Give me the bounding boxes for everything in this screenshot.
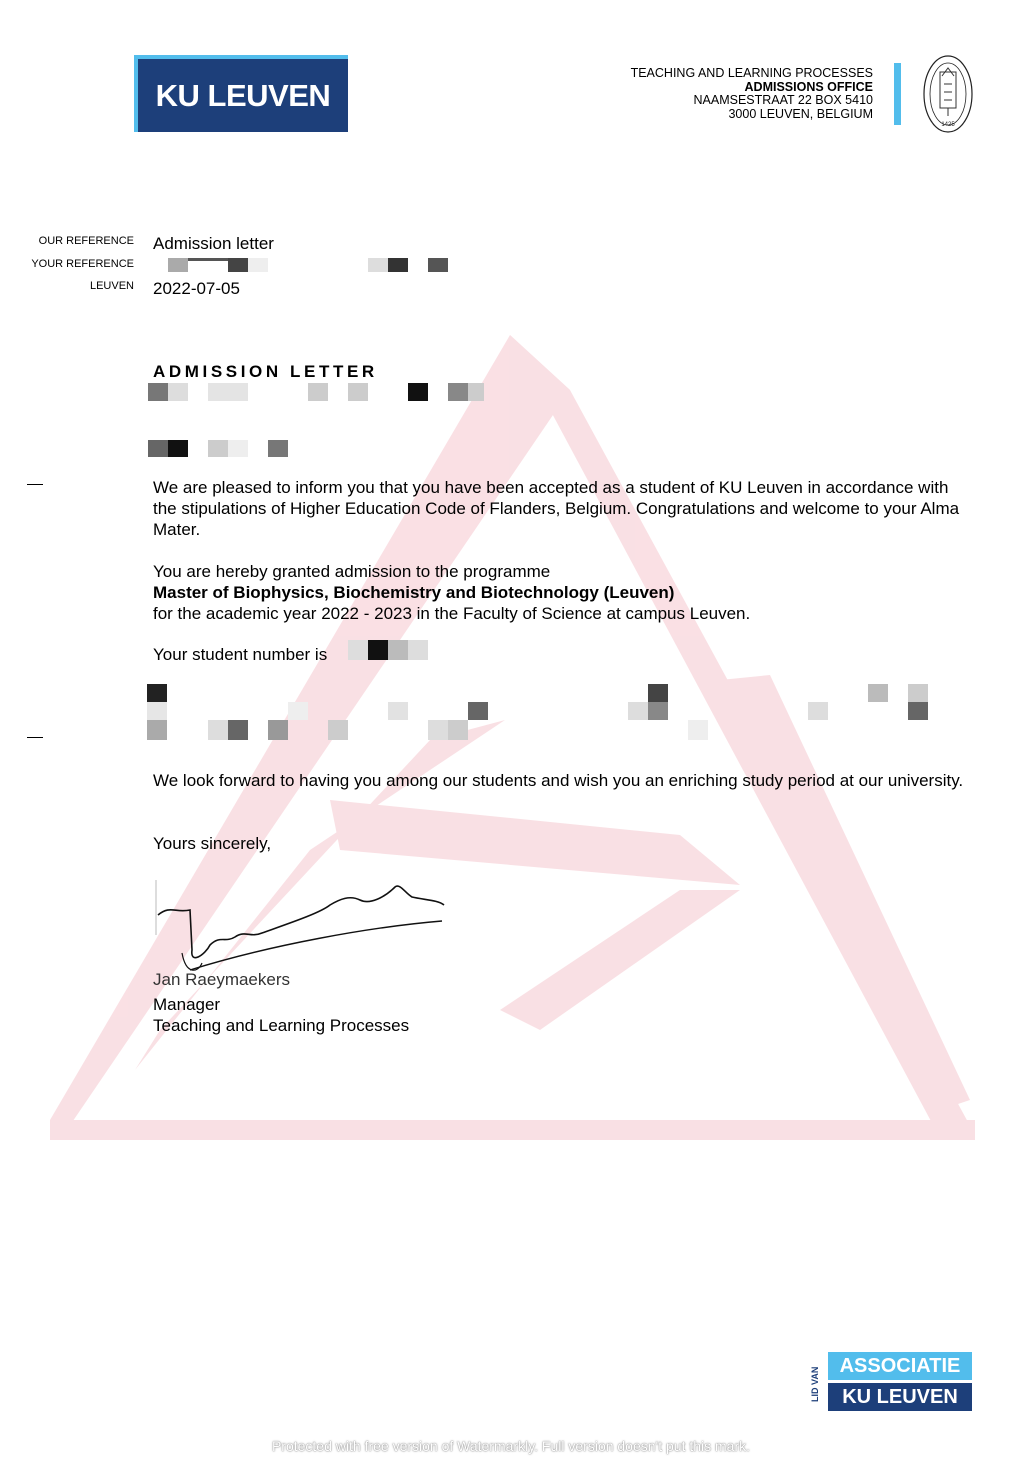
fold-mark-top [27, 484, 43, 485]
watermark-notice: Protected with free version of Watermarkly. Full version doesn't put this mark. [271, 1438, 751, 1454]
sender-address [631, 67, 873, 121]
ku-leuven-label: KU LEUVEN [828, 1383, 972, 1411]
your-reference-label: YOUR REFERENCE [31, 258, 134, 270]
street-address: NAAMSESTRAAT 22 BOX 5410 [693, 93, 873, 107]
our-reference-value: Admission letter [153, 234, 274, 253]
letter-title: ADMISSION LETTER [153, 362, 378, 381]
address-accent-bar [894, 63, 901, 125]
office-name: ADMISSIONS OFFICE [744, 79, 873, 94]
addressee-redacted [148, 383, 488, 401]
admission-paragraph [153, 562, 968, 624]
signatory-role: Manager [153, 994, 221, 1014]
lid-van-label: LID VAN [810, 1366, 820, 1402]
associatie-ku-leuven-logo [810, 1352, 975, 1414]
student-number-redacted [348, 640, 430, 660]
your-reference-redacted [150, 258, 490, 272]
our-reference-label: OUR REFERENCE [38, 235, 134, 247]
programme-name: Master of Biophysics, Biochemistry and Biotechnology (Leuven) [153, 582, 675, 602]
department-name: TEACHING AND LEARNING PROCESSES [630, 66, 873, 80]
salutation: Yours sincerely, [153, 834, 272, 853]
logo-text: KU LEUVEN [155, 77, 331, 113]
redacted-paragraph [147, 684, 932, 742]
signatory-department: Teaching and Learning Processes [153, 1015, 410, 1035]
handwritten-signature [150, 875, 450, 985]
ku-leuven-logo [134, 55, 348, 132]
letter-date: 2022-07-05 [153, 279, 240, 298]
acceptance-paragraph: We are pleased to inform you that you have been accepted as a student of KU Leuven in accordance with the stipulations of Higher Education Code of Flanders, Belgium. Congratulations and welcome to your Alma Mater. [153, 478, 960, 539]
signatory-block [153, 970, 409, 1036]
svg-text:1425: 1425 [941, 122, 955, 128]
university-seal-icon [922, 54, 974, 134]
academic-year-line: for the academic year 2022 - 2023 in the Faculty of Science at campus Leuven. [153, 603, 751, 623]
salutation-redacted [148, 440, 298, 457]
fold-mark-bottom [27, 737, 43, 738]
student-number-label: Your student number is [153, 645, 328, 664]
city-address: 3000 LEUVEN, BELGIUM [728, 106, 873, 121]
signatory-name: Jan Raeymaekers [153, 970, 291, 989]
place-label: LEUVEN [89, 280, 134, 292]
closing-paragraph: We look forward to having you among our students and wish you an enriching study period at our university. [153, 771, 964, 790]
granted-line: You are hereby granted admission to the programme [153, 562, 551, 581]
associatie-label: ASSOCIATIE [828, 1352, 972, 1380]
